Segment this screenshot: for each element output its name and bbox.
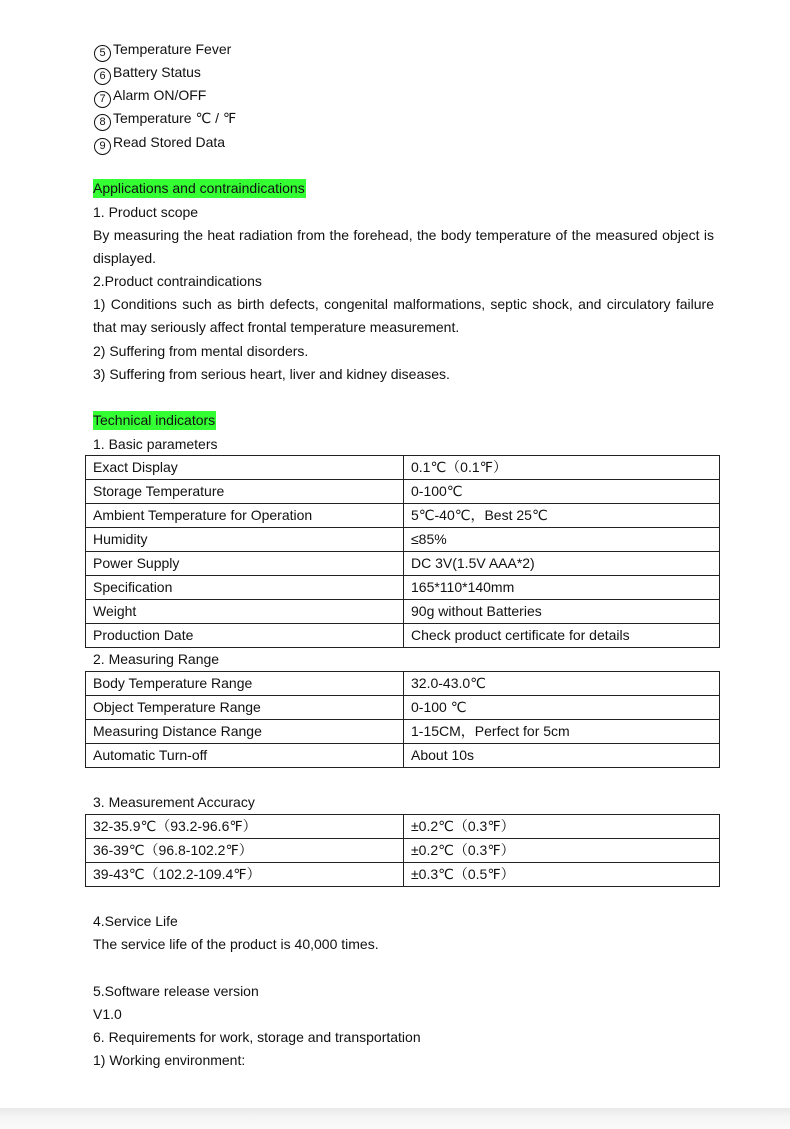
table-row (86, 672, 720, 696)
feature-item (93, 108, 236, 131)
feature-label: Temperature Fever (113, 41, 232, 57)
basic-parameters-table (85, 455, 720, 648)
table-row (86, 696, 720, 720)
param-value: DC 3V(1.5V AAA*2) (404, 552, 720, 576)
param-name: Automatic Turn-off (86, 744, 404, 768)
param-value: 32.0-43.0℃ (404, 672, 720, 696)
param-name: Humidity (86, 528, 404, 552)
table-row (86, 839, 720, 863)
param-value: ≤85% (404, 528, 720, 552)
table-row (86, 815, 720, 839)
measuring-range-table (85, 671, 720, 768)
basic-parameters-title: 1. Basic parameters (93, 436, 218, 452)
table-row (86, 480, 720, 504)
param-name: Specification (86, 576, 404, 600)
circled-number: 5 (94, 45, 111, 62)
software-version-value: V1.0 (93, 1006, 122, 1022)
param-value: 1-15CM，Perfect for 5cm (404, 720, 720, 744)
feature-label: Temperature ℃ / ℉ (113, 110, 237, 126)
measuring-range-title: 2. Measuring Range (93, 651, 220, 667)
software-version-title: 5.Software release version (93, 983, 259, 999)
page-bottom-shadow (0, 1108, 790, 1129)
feature-label: Read Stored Data (113, 134, 226, 150)
section-heading-technical: Technical indicators (93, 412, 216, 428)
param-name: Body Temperature Range (86, 672, 404, 696)
accuracy-range: 36-39℃（96.8-102.2℉） (86, 839, 404, 863)
feature-item (93, 132, 225, 155)
circled-number: 6 (94, 68, 111, 85)
param-value: 5℃-40℃，Best 25℃ (404, 504, 720, 528)
param-value: 0.1℃（0.1℉） (404, 456, 720, 480)
param-value: 165*110*140mm (404, 576, 720, 600)
param-value: Check product certificate for details (404, 624, 720, 648)
feature-item (93, 39, 231, 62)
table-row (86, 744, 720, 768)
param-name: Measuring Distance Range (86, 720, 404, 744)
contraindication-1: 1) Conditions such as birth defects, congenital malformations, septic shock, and circulatory failure that may seriously affect frontal temperature measurement. (93, 296, 714, 335)
param-name: Ambient Temperature for Operation (86, 504, 404, 528)
param-value: 0-100 ℃ (404, 696, 720, 720)
param-value: About 10s (404, 744, 720, 768)
param-name: Power Supply (86, 552, 404, 576)
table-row (86, 863, 720, 887)
table-row (86, 456, 720, 480)
table-row (86, 624, 720, 648)
section-heading-applications: Applications and contraindications (93, 180, 305, 196)
product-contraindications-title: 2.Product contraindications (93, 273, 262, 289)
table-row (86, 528, 720, 552)
param-name: Weight (86, 600, 404, 624)
table-row (86, 720, 720, 744)
table-row (86, 576, 720, 600)
accuracy-value: ±0.3℃（0.5℉） (404, 863, 720, 887)
feature-item (93, 85, 206, 108)
circled-number: 8 (94, 114, 111, 131)
table-row (86, 504, 720, 528)
feature-label: Alarm ON/OFF (113, 87, 207, 103)
param-value: 0-100℃ (404, 480, 720, 504)
circled-number: 7 (94, 91, 111, 108)
table-row (86, 552, 720, 576)
accuracy-value: ±0.2℃（0.3℉） (404, 839, 720, 863)
service-life-text: The service life of the product is 40,000 times. (93, 936, 379, 952)
contraindication-3: 3) Suffering from serious heart, liver and kidney diseases. (93, 366, 450, 382)
contraindication-2: 2) Suffering from mental disorders. (93, 343, 309, 359)
service-life-title: 4.Service Life (93, 913, 178, 929)
circled-number: 9 (94, 138, 111, 155)
measurement-accuracy-title: 3. Measurement Accuracy (93, 794, 255, 810)
param-name: Production Date (86, 624, 404, 648)
measurement-accuracy-table (85, 814, 720, 887)
feature-label: Battery Status (113, 64, 201, 80)
requirements-title: 6. Requirements for work, storage and transportation (93, 1029, 421, 1045)
accuracy-value: ±0.2℃（0.3℉） (404, 815, 720, 839)
param-value: 90g without Batteries (404, 600, 720, 624)
param-name: Object Temperature Range (86, 696, 404, 720)
param-name: Storage Temperature (86, 480, 404, 504)
accuracy-range: 32-35.9℃（93.2-96.6℉） (86, 815, 404, 839)
working-environment-label: 1) Working environment: (93, 1052, 246, 1068)
table-row (86, 600, 720, 624)
product-scope-text: By measuring the heat radiation from the forehead, the body temperature of the measured object is displayed. (93, 227, 714, 266)
product-scope-title: 1. Product scope (93, 204, 199, 220)
param-name: Exact Display (86, 456, 404, 480)
feature-item (93, 62, 201, 85)
accuracy-range: 39-43℃（102.2-109.4℉） (86, 863, 404, 887)
